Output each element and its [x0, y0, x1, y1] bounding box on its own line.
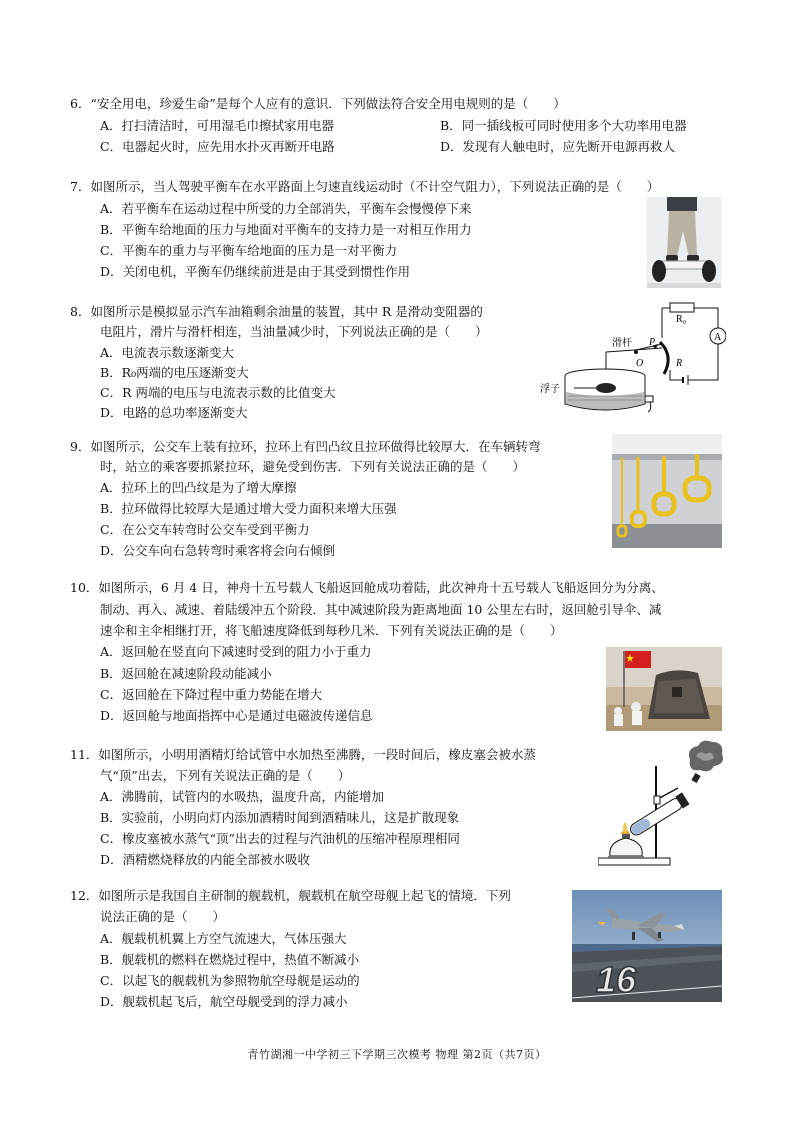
float-label: 浮子: [540, 384, 560, 395]
question-11-option-b: B．实验前，小明向灯内添加酒精时闻到酒精味儿，这是扩散现象: [100, 810, 460, 825]
o-label: O: [636, 358, 644, 369]
question-6: [70, 93, 730, 114]
question-9-stem-line-2: 时，站立的乘客要抓紧拉环，避免受到伤害．下列有关说法正确的是（ ）: [100, 459, 526, 474]
r-label: R: [676, 358, 683, 369]
question-6-option-a: A．打扫清洁时，可用湿毛巾擦拭家用电器: [100, 118, 335, 133]
question-9-option-a: A．拉环上的凹凸纹是为了增大摩擦: [100, 480, 297, 495]
question-10-stem-line-3: 速伞和主伞相继打开，将飞船速度降低到每秒几米．下列有关说法正确的是（ ）: [100, 623, 563, 638]
question-12-stem-line-2: 说法正确的是（ ）: [100, 909, 226, 924]
question-12-option-a: A．舰载机机翼上方空气流速大，气体压强大: [100, 931, 347, 946]
question-7-option-a: A．若平衡车在运动过程中所受的力全部消失，平衡车会慢慢停下来: [100, 201, 472, 216]
r0-label: R₀: [676, 314, 687, 325]
fuel-gauge-circuit-diagram: [540, 300, 726, 418]
question-9-option-c: C．在公交车转弯时公交车受到平衡力: [100, 522, 310, 537]
question-8-stem-line-1: 8．如图所示是模拟显示汽车油箱剩余油量的装置，其中 R 是滑动变阻器的: [70, 304, 483, 319]
question-7-stem: 7．如图所示，当人驾驶平衡车在水平路面上匀速直线运动时（不计空气阻力），下列说法正确的是（ ）: [70, 179, 660, 194]
question-10-option-a: A．返回舱在竖直向下减速时受到的阻力小于重力: [100, 644, 372, 659]
question-10-stem-line-1: 10．如图所示，6 月 4 日，神舟十五号载人飞船返回舱成功着陆，此次神舟十五号载人飞船返回分为分离、: [70, 580, 664, 595]
question-8-option-b: B．R₀两端的电压逐渐变大: [100, 365, 249, 380]
bus-handle-photo: [612, 434, 722, 548]
slider-label: 滑杆: [612, 338, 632, 349]
question-12-stem-line-1: 12．如图所示是我国自主研制的舰载机，舰载机在航空母舰上起飞的情境．下列: [70, 888, 511, 903]
question-8-stem-line-2: 电阻片，滑片与滑杆相连，当油量减少时，下列说法正确的是（ ）: [100, 324, 488, 339]
page-footer: 青竹湖湘一中学初三下学期三次模考 物理 第2页（共7页）: [247, 1048, 547, 1061]
question-12-option-d: D．舰载机起飞后，航空母舰受到的浮力减小: [100, 994, 348, 1009]
question-7-option-c: C．平衡车的重力与平衡车给地面的压力是一对平衡力: [100, 243, 398, 258]
question-10-option-b: B．返回舱在减速阶段动能减小: [100, 666, 272, 681]
question-10-option-d: D．返回舱与地面指挥中心是通过电磁波传递信息: [100, 708, 373, 723]
question-9-stem-line-1: 9．如图所示，公交车上装有拉环，拉环上有凹凸纹且拉环做得比较厚大．在车辆转弯: [70, 439, 541, 454]
alcohol-lamp-test-tube-diagram: [598, 738, 726, 868]
question-6-stem: 6．“安全用电，珍爱生命”是每个人应有的意识．下列做法符合安全用电规则的是（ ）: [70, 96, 566, 111]
question-6-option-b: B．同一插线板可同时使用多个大功率用电器: [440, 118, 687, 133]
question-10-option-c: C．返回舱在下降过程中重力势能在增大: [100, 687, 323, 702]
question-7-option-d: D．关闭电机，平衡车仍继续前进是由于其受到惯性作用: [100, 264, 411, 279]
p-label: P: [649, 337, 656, 348]
question-6-option-c: C．电器起火时，应先用水扑灭再断开电路: [100, 139, 335, 154]
question-11-option-a: A．沸腾前，试管内的水吸热，温度升高，内能增加: [100, 789, 385, 804]
question-8-option-c: C．R 两端的电压与电流表示数的比值变大: [100, 385, 336, 400]
question-12-option-c: C．以起飞的舰载机为参照物航空母舰是运动的: [100, 973, 360, 988]
carrier-fighter-jet-photo: [572, 890, 722, 1002]
question-12-option-b: B．舰载机的燃料在燃烧过程中，热值不断减小: [100, 952, 360, 967]
question-9-option-b: B．拉环做得比较厚大是通过增大受力面积来增大压强: [100, 501, 397, 516]
question-9-option-d: D．公交车向右急转弯时乘客将会向右倾倒: [100, 543, 336, 558]
balance-scooter-photo: [647, 197, 721, 288]
question-7-option-b: B．平衡车给地面的压力与地面对平衡车的支持力是一对相互作用力: [100, 222, 472, 237]
question-11-option-d: D．酒精燃烧释放的内能全部被水吸收: [100, 852, 311, 867]
question-6-option-d: D．发现有人触电时，应先断开电源再救人: [440, 139, 676, 154]
return-capsule-photo: [606, 647, 722, 731]
question-11-stem-line-1: 11．如图所示，小明用酒精灯给试管中水加热至沸腾，一段时间后，橡皮塞会被水蒸: [70, 747, 536, 762]
question-11-option-c: C．橡皮塞被水蒸气“顶”出去的过程与汽油机的压缩冲程原理相同: [100, 831, 460, 846]
deck-number: 16: [596, 959, 637, 1000]
question-8-option-d: D．电路的总功率逐渐变大: [100, 405, 248, 420]
question-11-stem-line-2: 气“顶”出去，下列有关说法正确的是（ ）: [100, 768, 351, 783]
question-10-stem-line-2: 制动、再入、减速、着陆缓冲五个阶段．其中减速阶段为距离地面 10 公里左右时，返回舱引导伞、减: [100, 602, 662, 617]
question-8-option-a: A．电流表示数逐渐变大: [100, 345, 235, 360]
r0-resistor: [670, 303, 694, 312]
ammeter-label: A: [714, 332, 722, 343]
float-icon: [596, 383, 616, 393]
